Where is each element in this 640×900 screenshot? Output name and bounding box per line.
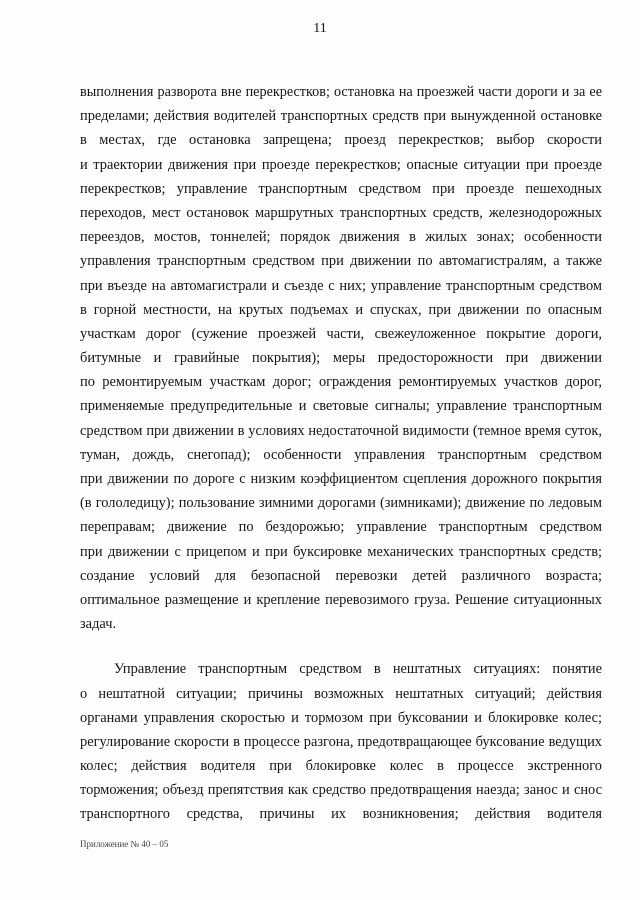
- text-line: по ремонтируемым участкам дорог; ограждения ремонтируемых участков дорог,: [80, 374, 602, 391]
- text-line: Управление транспортным средством в нештатных ситуациях: понятие: [114, 661, 602, 678]
- page-footer: Приложение № 40 – 05: [80, 839, 169, 849]
- text-line: переправам; движение по бездорожью; управление транспортным средством: [80, 519, 602, 536]
- text-line: задач.: [80, 616, 117, 633]
- text-line: создание условий для безопасной перевозки детей различного возраста;: [80, 567, 602, 584]
- paragraph-gap: [80, 636, 602, 657]
- text-line: оптимальное размещение и крепление перевозимого груза. Решение ситуационных: [80, 591, 602, 608]
- page-number: 11: [313, 21, 327, 36]
- text-line: при движении с прицепом и при буксировке механических транспортных средств;: [80, 543, 602, 560]
- text-line: торможения; объезд препятствия как средство предотвращения наезда; занос и снос: [80, 782, 602, 799]
- text-line: управления транспортным средством при движении по автомагистралям, а также: [80, 253, 602, 270]
- text-line: регулирование скорости в процессе разгона, предотвращающее буксование ведущих: [80, 733, 602, 750]
- paragraph-2: [80, 657, 602, 826]
- text-line: в горной местности, на крутых подъемах и спусках, при движении по опасным: [80, 301, 602, 318]
- text-line: средством при движении в условиях недостаточной видимости (темное время суток,: [80, 422, 602, 439]
- body-text: [80, 80, 602, 827]
- text-line: о нештатной ситуации; причины возможных нештатных ситуаций; действия: [80, 685, 602, 702]
- text-line: битумные и гравийные покрытия); меры предосторожности при движении: [80, 350, 602, 367]
- text-line: и траектории движения при проезде перекрестков; опасные ситуации при проезде: [80, 156, 602, 173]
- paragraph-1: [80, 80, 602, 636]
- text-line: колес; действия водителя при блокировке колес в процессе экстренного: [80, 758, 602, 775]
- text-line: транспортного средства, причины их возникновения; действия водителя: [80, 806, 602, 823]
- text-line: переездов, мостов, тоннелей; порядок движения в жилых зонах; особенности: [80, 229, 602, 246]
- text-line: туман, дождь, снегопад); особенности управления транспортным средством: [80, 446, 602, 463]
- text-line: переходов, мест остановок маршрутных транспортных средств, железнодорожных: [80, 204, 602, 221]
- text-line: органами управления скоростью и тормозом при буксовании и блокировке колес;: [80, 709, 602, 726]
- text-line: выполнения разворота вне перекрестков; остановка на проезжей части дороги и за ее: [80, 84, 602, 100]
- text-line: перекрестков; управление транспортным средством при проезде пешеходных: [80, 180, 602, 197]
- text-line: пределами; действия водителей транспортных средств при вынужденной остановке: [80, 108, 602, 125]
- text-line: при движении по дороге с низким коэффициентом сцепления дорожного покрытия: [80, 471, 602, 487]
- text-line: применяемые предупредительные и световые сигналы; управление транспортным: [80, 398, 602, 415]
- text-line: (в гололедицу); пользование зимними дорогами (зимниками); движение по ледовым: [80, 495, 602, 512]
- text-line: участкам дорог (сужение проезжей части, свежеуложенное покрытие дороги,: [80, 325, 602, 342]
- text-line: в местах, где остановка запрещена; проезд перекрестков; выбор скорости: [80, 132, 602, 149]
- text-line: при въезде на автомагистрали и съезде с них; управление транспортным средством: [80, 277, 602, 294]
